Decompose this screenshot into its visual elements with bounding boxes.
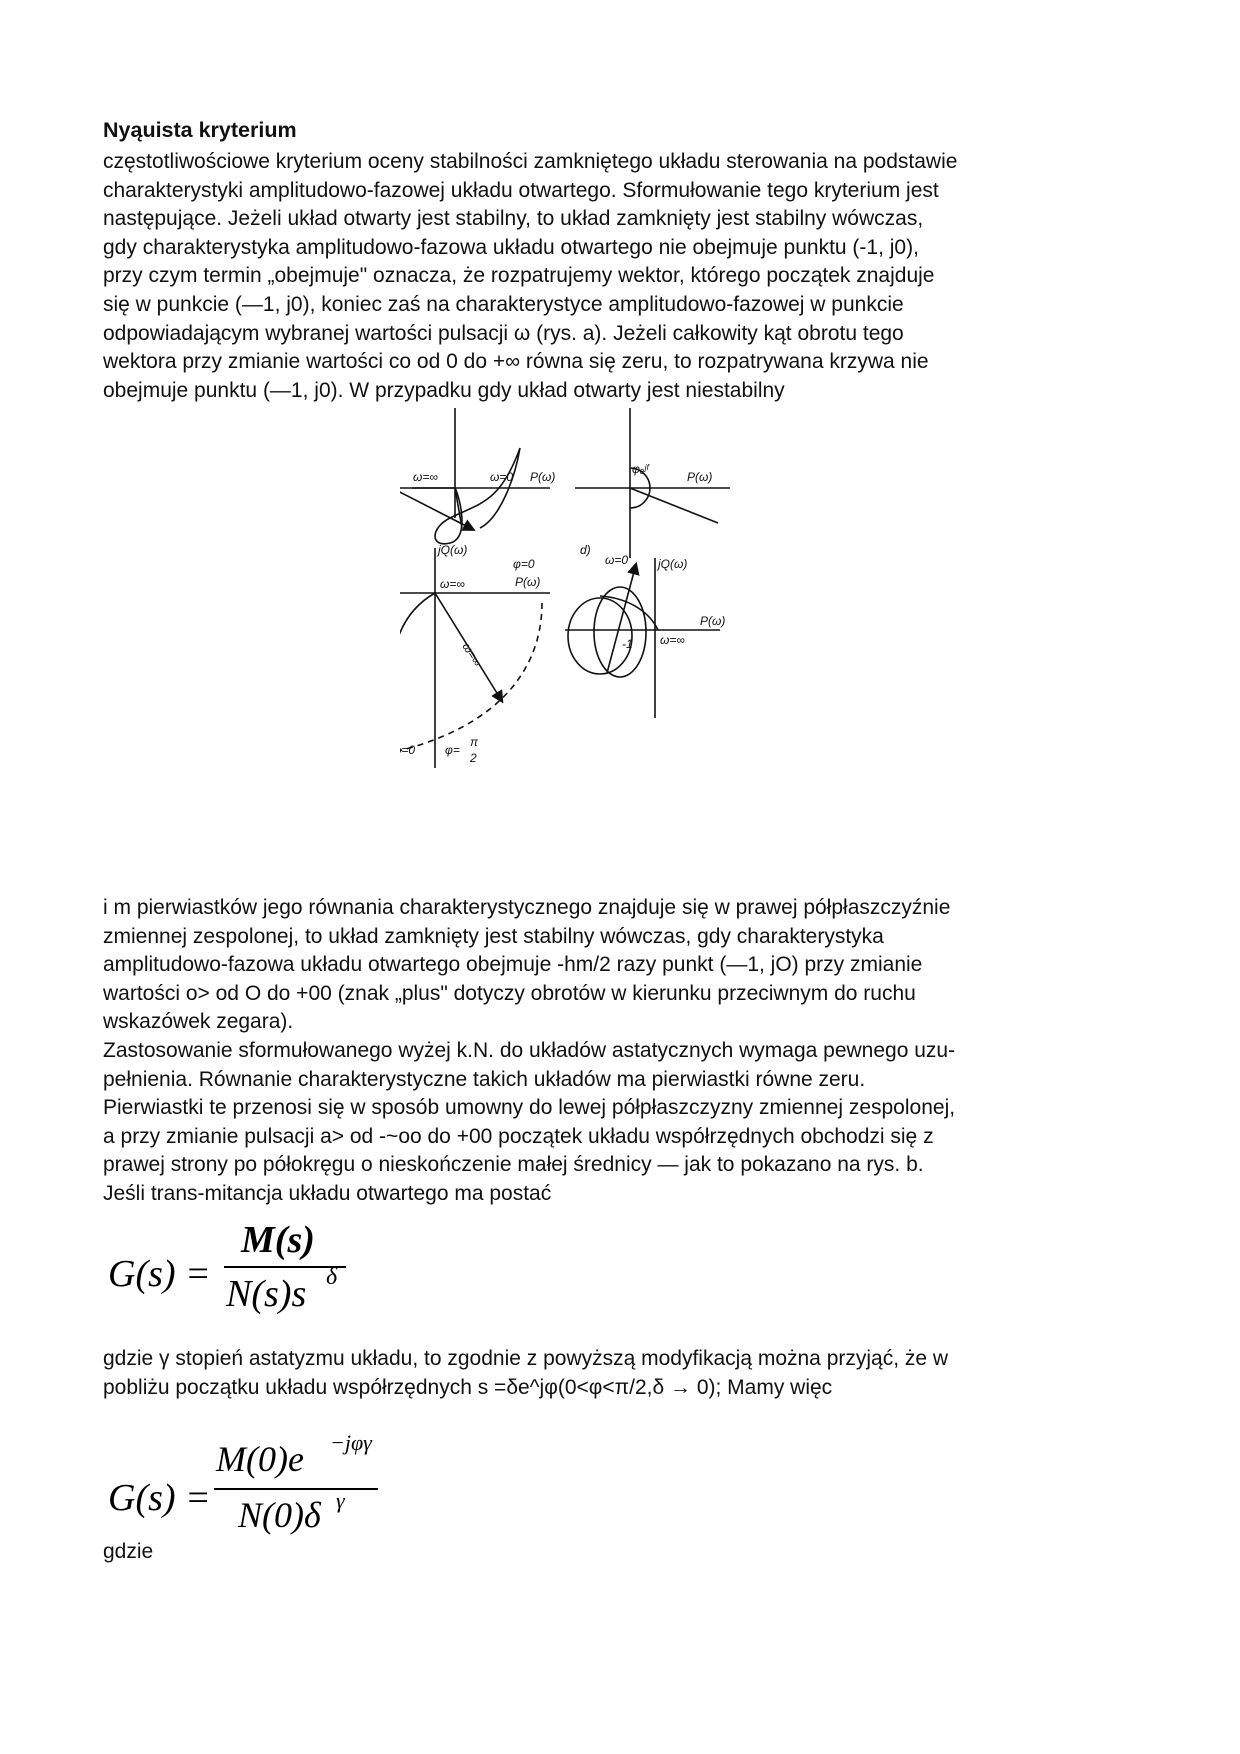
label-phi-pi: φ= xyxy=(445,743,460,757)
text-line: przy czym termin „obejmuje" oznacza, że rozpatrujemy wektor, którego początek znajduje xyxy=(103,264,935,288)
label-p: P(ω) xyxy=(687,470,713,484)
paragraph-3 xyxy=(103,1345,1143,1402)
text-line: odpowiadającym wybranej wartości pulsacji ω (rys. a). Jeżeli całkowity kąt obrotu tego xyxy=(103,321,904,345)
formula-denominator: N(0)δ xyxy=(238,1495,321,1535)
formula-transfer-function xyxy=(108,1219,368,1332)
text-line: prawej strony po półokręgu o nieskończenie małej średnicy — jak to pokazano na rys. b. xyxy=(103,1153,924,1177)
label-phi0: φ=0 xyxy=(513,557,535,571)
formula-numerator: M(s) xyxy=(241,1219,315,1261)
formula-denominator-exponent: δ xyxy=(326,1264,338,1290)
label-pi-den: 2 xyxy=(470,751,477,765)
label-phi: φₑʲᶠ xyxy=(632,462,649,476)
formula-denominator-exponent: γ xyxy=(336,1488,345,1513)
text-line: Zastosowanie sformułowanego wyżej k.N. do układów astatycznych wymaga pewnego uzu- xyxy=(103,1038,956,1062)
label-pi-num: π xyxy=(470,735,479,749)
section-title: Nyąuista kryterium xyxy=(103,118,297,142)
label-winf: ω=∞ xyxy=(413,470,438,484)
label-winf: ω=∞ xyxy=(660,633,685,647)
formula-near-origin xyxy=(108,1430,398,1552)
label-w0: ω=0 xyxy=(490,470,514,484)
text-line: wartości o> od O do +00 (znak „plus" dotyczy obrotów w kierunku przeciwnym do ruchu xyxy=(103,981,916,1005)
text-line: amplitudowo-fazowa układu otwartego obejmuje -hm/2 razy punkt (—1, jO) przy zmianie xyxy=(103,953,923,977)
fraction-bar xyxy=(214,1488,378,1490)
paragraph-1 xyxy=(103,148,1143,405)
label-jq: jQ(ω) xyxy=(658,557,688,571)
text-line: gdzie γ stopień astatyzmu układu, to zgodnie z powyższą modyfikacją można przyjąć, że w xyxy=(103,1347,949,1370)
label-delta: ω=∞ xyxy=(459,640,485,669)
formula-lhs: G(s) = xyxy=(108,1253,211,1295)
label-p: P(ω) xyxy=(515,575,541,589)
label-d: d) xyxy=(580,543,591,557)
text-line: się w punkcie (—1, j0), koniec zaś na charakterystyce amplitudowo-fazowej w punkcie xyxy=(103,292,904,316)
gdzie-label: gdzie xyxy=(103,1540,154,1563)
diagram-d xyxy=(565,558,720,718)
text-line: obejmuje punktu (—1, j0). W przypadku gdy układ otwarty jest niestabilny xyxy=(103,378,785,402)
label-w0: ω=0 xyxy=(605,553,629,567)
text-line: częstotliwościowe kryterium oceny stabilności zamkniętego układu sterowania na podstawie xyxy=(103,150,958,173)
text-line: wektora przy zmianie wartości co od 0 do +∞ równa się zeru, to rozpatrywana krzywa nie xyxy=(103,350,929,374)
text-line: gdy charakterystyka amplitudowo-fazowa układu otwartego nie obejmuje punktu (-1, j0), xyxy=(103,235,919,259)
formula-denominator: N(s)s xyxy=(226,1273,307,1315)
text-line: Pierwiastki te przenosi się w sposób umowny do lewej półpłaszczyzny zmiennej zespolonej, xyxy=(103,1096,956,1120)
paragraph-2 xyxy=(103,894,1143,1209)
label-p: P(ω) xyxy=(700,614,726,628)
label-minus1: -1 xyxy=(622,637,633,651)
formula-lhs: G(s) = xyxy=(108,1477,211,1519)
text-line: charakterystyki amplitudowo-fazowej układu otwartego. Sformułowanie tego kryterium jest xyxy=(103,178,939,202)
label-jq: jQ(ω) xyxy=(438,543,468,557)
text-line: zmiennej zespolonej, to układ zamknięty jest stabilny wówczas, gdy charakterystyka xyxy=(103,924,884,948)
text-line: pełnienia. Równanie charakterystyczne takich układów ma pierwiastki równe zeru. xyxy=(103,1067,866,1091)
formula-numerator-exponent: −jφγ xyxy=(330,1430,372,1455)
text-line: i m pierwiastków jego równania charakterystycznego znajduje się w prawej półpłaszczyźnie xyxy=(103,896,951,919)
text-line: następujące. Jeżeli układ otwarty jest stabilny, to układ zamknięty jest stabilny wówczas, xyxy=(103,207,924,231)
label-w0: =0 xyxy=(401,743,416,757)
text-line: a przy zmianie pulsacji a> od -~oo do +00 początek układu współrzędnych obchodzi się z xyxy=(103,1124,934,1148)
text-line: wskazówek zegara). xyxy=(103,1010,294,1034)
text-line: pobliżu początku układu współrzędnych s =δe^jφ(0<φ<π/2,δ → 0); Mamy więc xyxy=(103,1375,833,1399)
label-winf: ω=∞ xyxy=(440,577,465,591)
formula-numerator: M(0)e xyxy=(216,1439,304,1479)
nyquist-diagrams-figure xyxy=(400,408,820,863)
label-p: P(ω) xyxy=(530,470,556,484)
text-line: Jeśli trans-mitancja układu otwartego ma postać xyxy=(103,1181,552,1205)
